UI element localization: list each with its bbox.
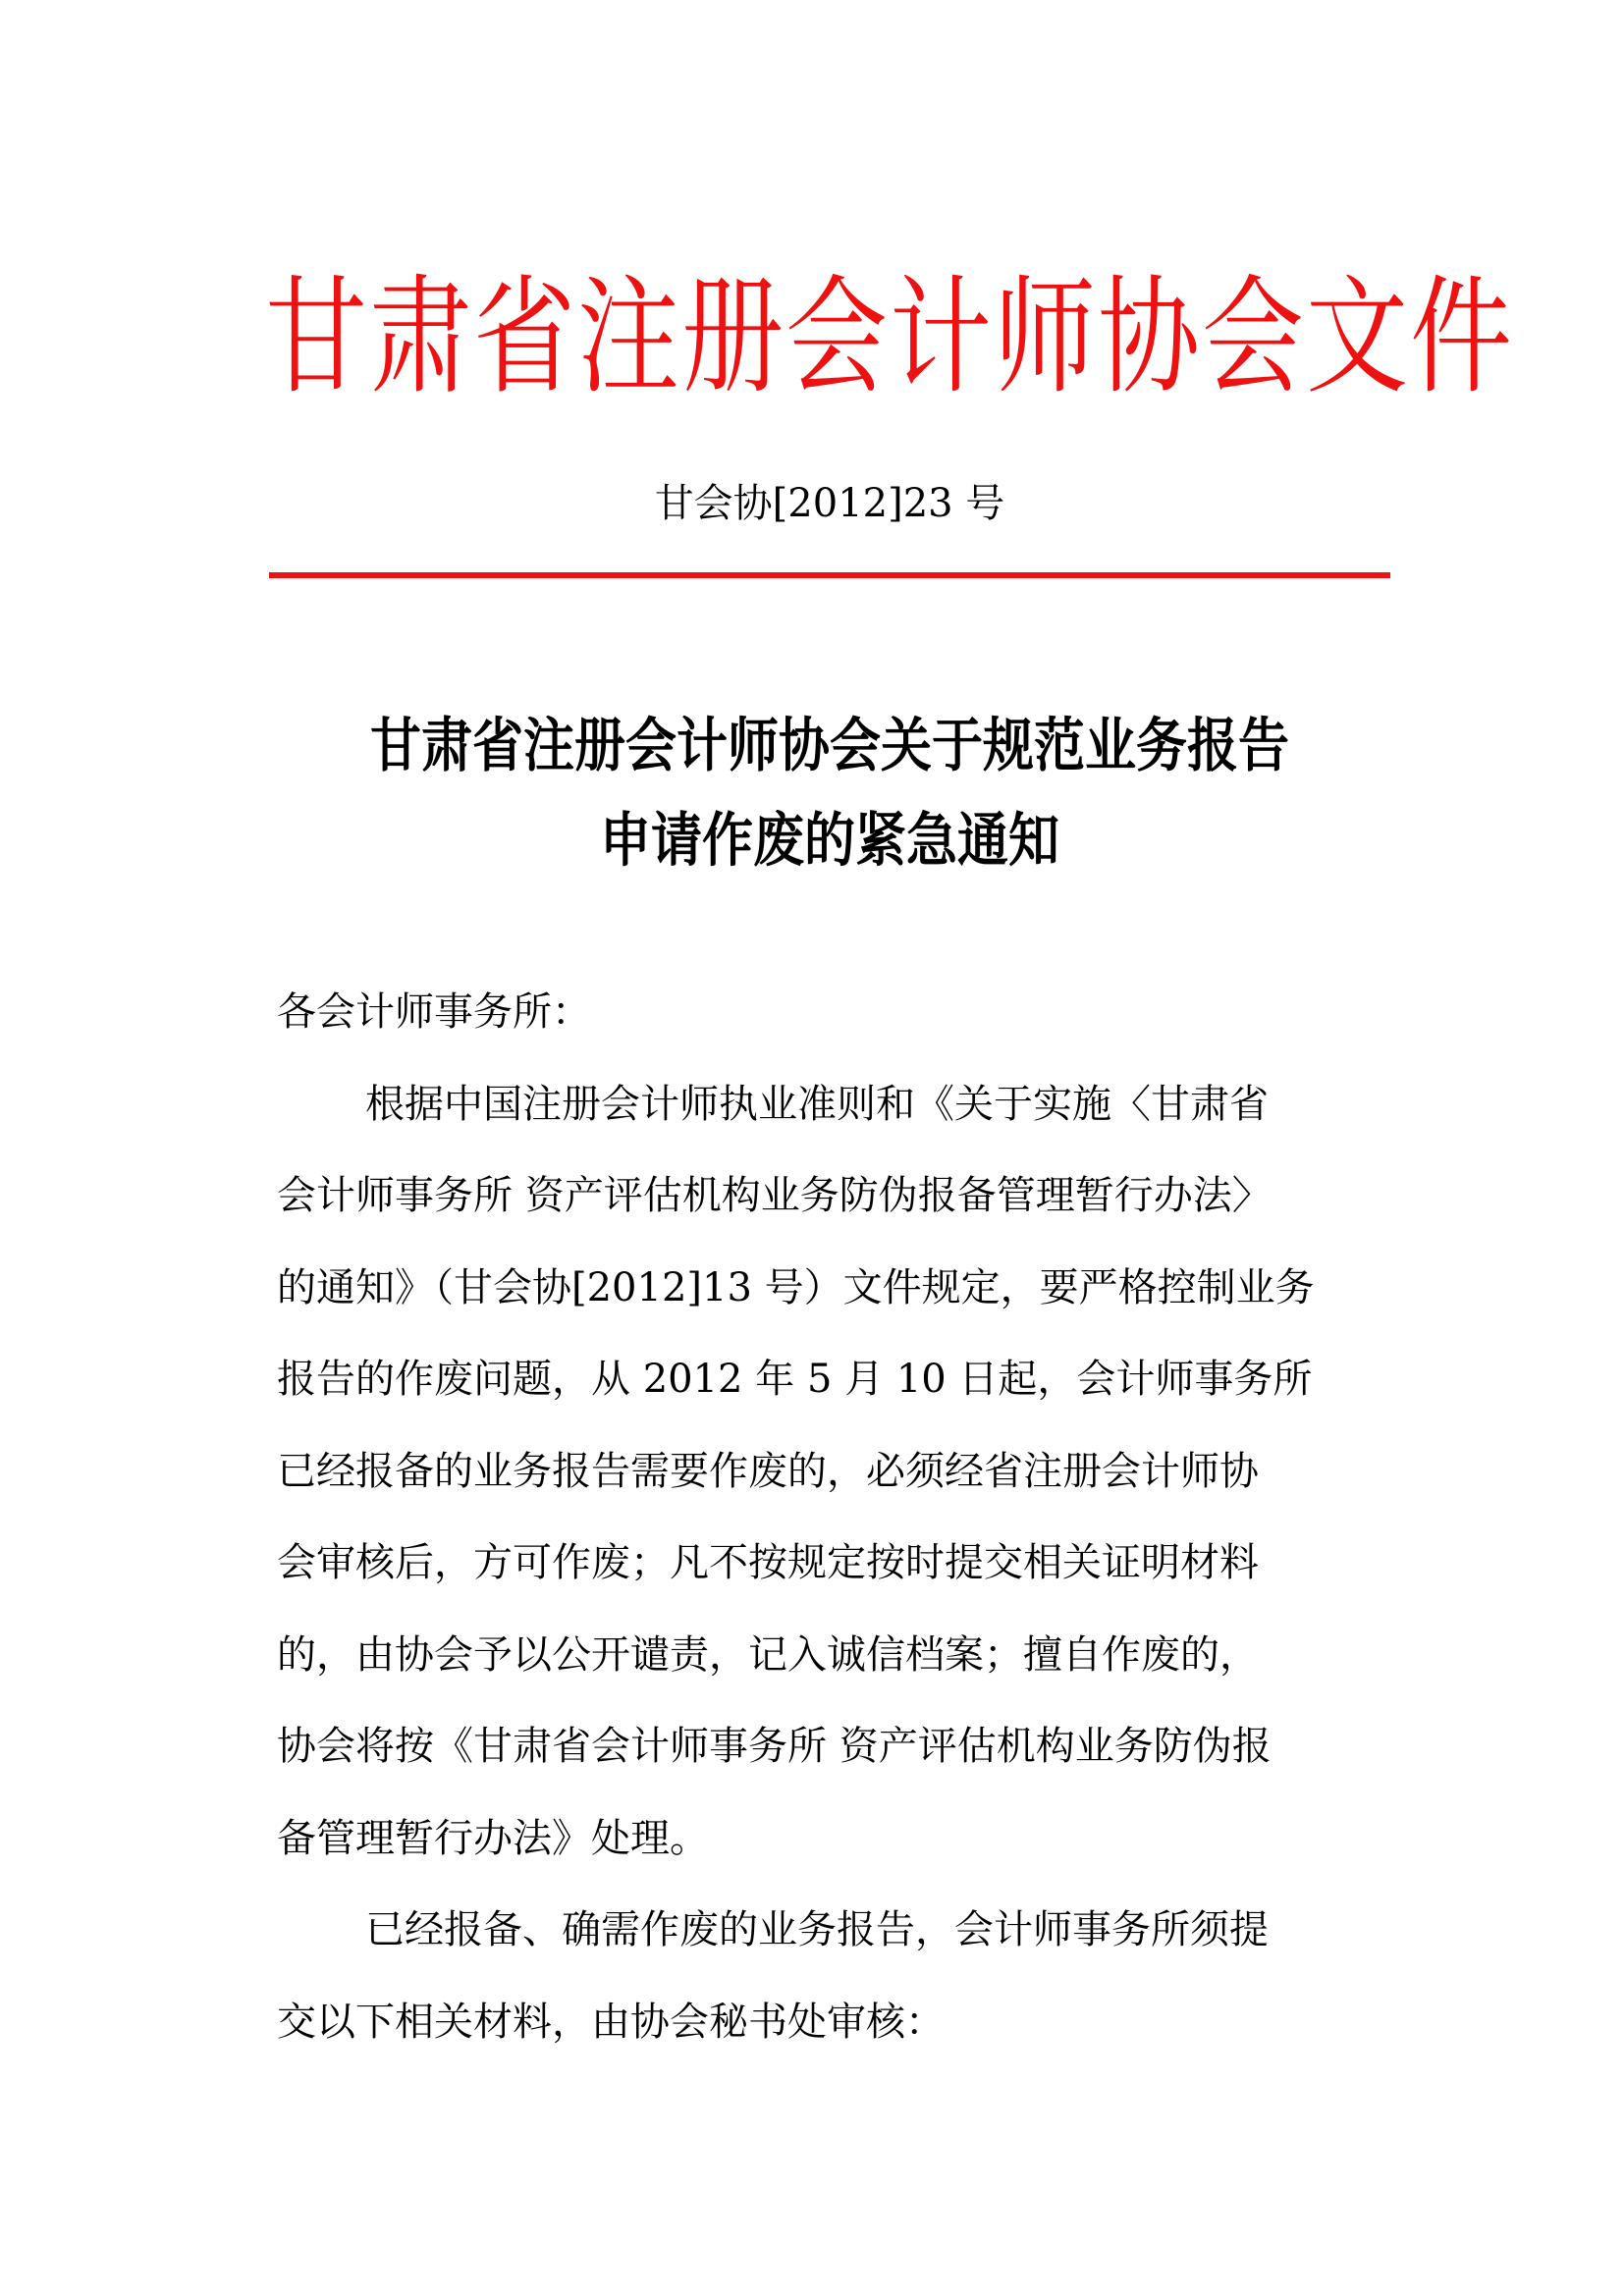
paragraph-line: 协会将按《甘肃省会计师事务所 资产评估机构业务防伪报	[277, 1724, 1272, 1769]
document-number: 甘会协[2012]23 号	[654, 481, 1005, 526]
paragraph-1	[277, 1074, 1390, 1900]
notice-title-line-2: 申请作废的紧急通知	[599, 807, 1059, 876]
salutation: 各会计师事务所：	[277, 989, 591, 1035]
notice-title	[265, 699, 1394, 888]
notice-title-line-1: 甘肃省注册会计师协会关于规范业务报告	[369, 712, 1289, 780]
paragraph-line: 会计师事务所 资产评估机构业务防伪报备管理暂行办法〉	[277, 1173, 1272, 1218]
red-divider-rule	[269, 572, 1390, 578]
paragraph-line: 已经报备的业务报告需要作废的，必须经省注册会计师协	[277, 1448, 1259, 1494]
document-header-title: 甘肃省注册会计师协会文件	[265, 262, 1515, 412]
paragraph-line: 报告的作废问题，从 2012 年 5 月 10 日起，会计师事务所	[277, 1357, 1313, 1402]
paragraph-line: 已经报备、确需作废的业务报告，会计师事务所须提	[365, 1907, 1269, 1952]
paragraph-line: 的，由协会予以公开谴责，记入诚信档案；擅自作废的，	[277, 1631, 1259, 1678]
paragraph-line: 交以下相关材料，由协会秘书处审核：	[277, 1999, 945, 2045]
document-body	[277, 982, 1390, 2053]
paragraph-line: 的通知》（甘会协[2012]13 号）文件规定，要严格控制业务	[277, 1264, 1315, 1310]
paragraph-line: 备管理暂行办法》处理。	[277, 1815, 709, 1861]
paragraph-line: 根据中国注册会计师执业准则和《关于实施〈甘肃省	[365, 1081, 1269, 1127]
paragraph-line: 会审核后，方可作废；凡不按规定按时提交相关证明材料	[277, 1540, 1259, 1585]
paragraph-2	[277, 1899, 1390, 2053]
